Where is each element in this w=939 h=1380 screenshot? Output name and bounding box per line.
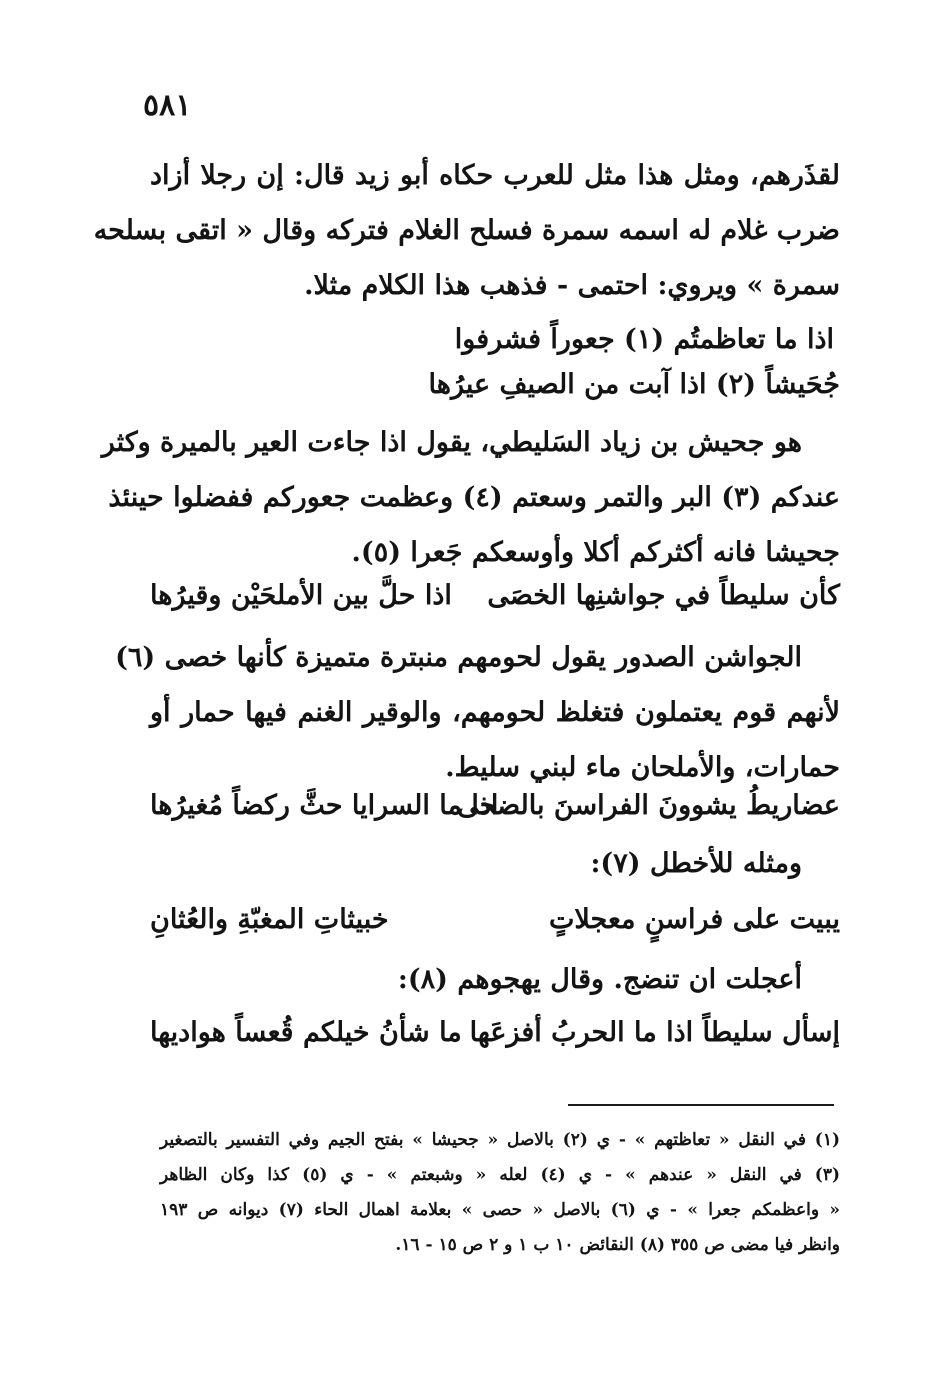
footnotes bbox=[160, 1123, 840, 1263]
paragraph-3 bbox=[115, 630, 840, 795]
hemistich: اذا حلَّ بين الأملحَيْن وقيرُها bbox=[150, 580, 452, 611]
paragraph-2 bbox=[101, 415, 840, 580]
hemistich: جُحَيشاً (٢) اذا آبت من الصيفِ عيرُها bbox=[428, 369, 840, 400]
text-line: ضرب غلام له اسمه سمرة فسلح الغلام فتركه وقال « اتقى بسلحه bbox=[93, 215, 840, 246]
verse-5 bbox=[150, 1005, 840, 1060]
verse-1-second bbox=[150, 357, 840, 412]
text-line: أعجلت ان تنضج. وقال يهجوهم (٨): bbox=[397, 964, 802, 995]
text-line: حمارات، والأملحان ماء لبني سليط. bbox=[445, 752, 840, 783]
verse-4 bbox=[150, 892, 840, 947]
text-line: ومثله للأخطل (٧): bbox=[590, 848, 802, 879]
hemistich: كأن سليطاً في جواشنِها الخصَى bbox=[487, 580, 840, 611]
hemistich: خبيثاتِ المغبّةِ والعُثانِ bbox=[150, 904, 389, 935]
footnote-separator bbox=[568, 1104, 834, 1106]
akhtal-intro bbox=[150, 836, 840, 891]
text-line: هو جحيش بن زياد السَليطي، يقول اذا جاءت العير بالميرة وكثر bbox=[101, 427, 802, 458]
hemistich: اذا ما تعاظمتُم (١) جعوراً فشرفوا bbox=[454, 324, 834, 355]
yahjuhum-intro bbox=[150, 952, 840, 1007]
text-line: سمرة » ويروي: احتمى - فذهب هذا الكلام مثلا. bbox=[304, 270, 840, 301]
hemistich: اذا ما السرايا حثَّ ركضاً مُغيرُها bbox=[150, 790, 499, 821]
footnote-line: (٣) في النقل « عندهم » - ي (٤) لعله « وشبعتم » - ي (٥) كذا وكان الظاهر bbox=[160, 1165, 840, 1185]
hemistich: ما شأنُ خيلكم قُعساً هواديها bbox=[150, 1017, 462, 1048]
text-line: جحيشا فانه أكثركم أكلا وأوسعكم جَعرا (٥). bbox=[351, 537, 840, 568]
page-number: ٥٨١ bbox=[143, 88, 192, 123]
hemistich: يبيت على فراسنٍ معجلاتٍ bbox=[548, 904, 840, 935]
text-line: الجواشن الصدور يقول لحومهم منبترة متميزة كأنها خصى (٦) bbox=[115, 642, 802, 673]
text-line: لأنهم قوم يعتملون فتغلظ لحومهم، والوقير الغنم فيها حمار أو bbox=[150, 697, 840, 728]
footnote-line: وانظر فيا مضى ص ٣٥٥ (٨) النقائض ١٠ ب ١ و ٢ ص ١٥ - ١٦. bbox=[395, 1235, 840, 1255]
hemistich: عضاريطُ يشوونَ الفراسنَ بالضحى bbox=[457, 790, 840, 821]
footnote-line: « واعظمكم جعرا » - ي (٦) بالاصل « حصى » بعلامة اهمال الحاء (٧) ديوانه ص ١٩٣ bbox=[160, 1200, 840, 1220]
paragraph-1 bbox=[93, 148, 840, 313]
footnote-line: (١) في النقل « تعاظتهم » - ي (٢) بالاصل « جحيشا » بفتح الجيم وفي التفسير بالتصغير bbox=[160, 1130, 840, 1150]
hemistich: إسأل سليطاً اذا ما الحربُ أفزعَها bbox=[469, 1017, 840, 1048]
text-line: عندكم (٣) البر والتمر وسعتم (٤) وعظمت جعوركم ففضلوا حينئذ bbox=[108, 482, 840, 513]
verse-2 bbox=[150, 568, 840, 623]
text-line: لقذَرهم، ومثل هذا مثل للعرب حكاه أبو زيد قال: إن رجلا أزاد bbox=[150, 160, 840, 191]
verse-3 bbox=[150, 778, 840, 833]
